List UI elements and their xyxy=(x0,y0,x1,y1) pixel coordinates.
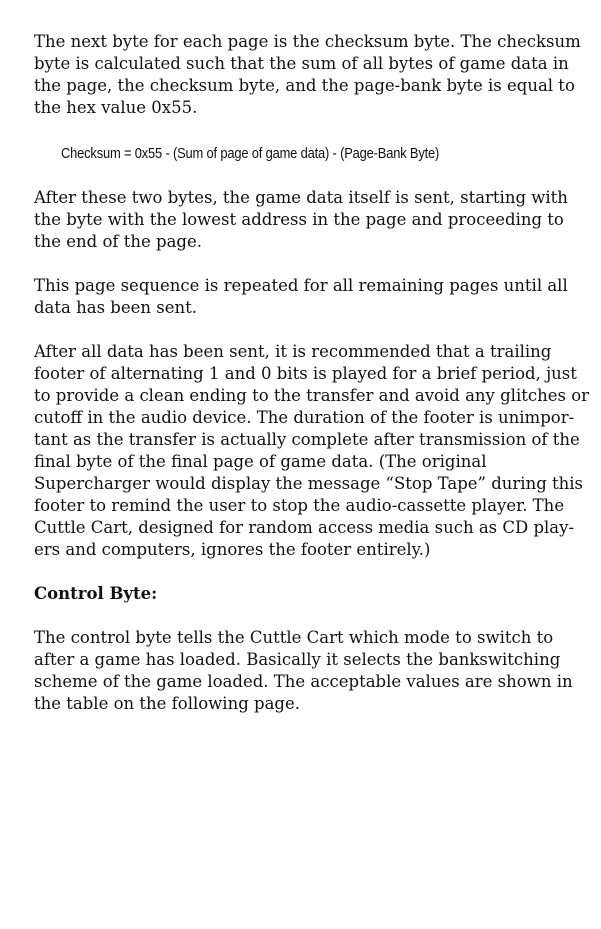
control-byte-paragraph xyxy=(34,627,579,715)
text-line: Cuttle Cart, designed for random access media such as CD play- xyxy=(34,518,575,537)
text-line: footer to remind the user to stop the audio-cassette player. The xyxy=(34,496,565,515)
text-line: byte is calculated such that the sum of all bytes of game data in xyxy=(34,54,569,73)
document-page xyxy=(34,31,590,737)
text-line: This page sequence is repeated for all remaining pages until all xyxy=(34,276,568,295)
text-line: the hex value 0x55. xyxy=(34,98,198,117)
text-line: to provide a clean ending to the transfer and avoid any glitches or xyxy=(34,386,590,405)
text-line: after a game has loaded. Basically it selects the bankswitching xyxy=(34,650,561,669)
checksum-formula: Checksum = 0x55 - (Sum of page of game data) - (Page-Bank Byte) xyxy=(61,145,440,162)
text-line: the end of the page. xyxy=(34,232,202,251)
text-line: the page, the checksum byte, and the page-bank byte is equal to xyxy=(34,76,575,95)
page-sequence-paragraph xyxy=(34,275,579,319)
text-line: After all data has been sent, it is recommended that a trailing xyxy=(34,342,552,361)
text-line: the table on the following page. xyxy=(34,694,300,713)
text-line: Supercharger would display the message “Stop Tape” during this xyxy=(34,474,584,493)
text-line: footer of alternating 1 and 0 bits is played for a brief period, just xyxy=(34,364,577,383)
text-line: After these two bytes, the game data itself is sent, starting with xyxy=(34,188,568,207)
game-data-paragraph xyxy=(34,187,579,253)
text-line: final byte of the final page of game data. (The original xyxy=(34,452,487,471)
text-line: data has been sent. xyxy=(34,298,197,317)
text-line: cutoff in the audio device. The duration of the footer is unimpor- xyxy=(34,408,575,427)
control-byte-heading: Control Byte: xyxy=(34,584,158,603)
text-line: ers and computers, ignores the footer entirely.) xyxy=(34,540,431,559)
checksum-paragraph xyxy=(34,31,579,119)
footer-paragraph xyxy=(34,341,590,561)
text-line: the byte with the lowest address in the page and proceeding to xyxy=(34,210,564,229)
text-line: tant as the transfer is actually complete after transmission of the xyxy=(34,430,580,449)
text-line: The next byte for each page is the checksum byte. The checksum xyxy=(34,32,581,51)
text-line: The control byte tells the Cuttle Cart which mode to switch to xyxy=(34,628,554,647)
text-line: scheme of the game loaded. The acceptable values are shown in xyxy=(34,672,573,691)
